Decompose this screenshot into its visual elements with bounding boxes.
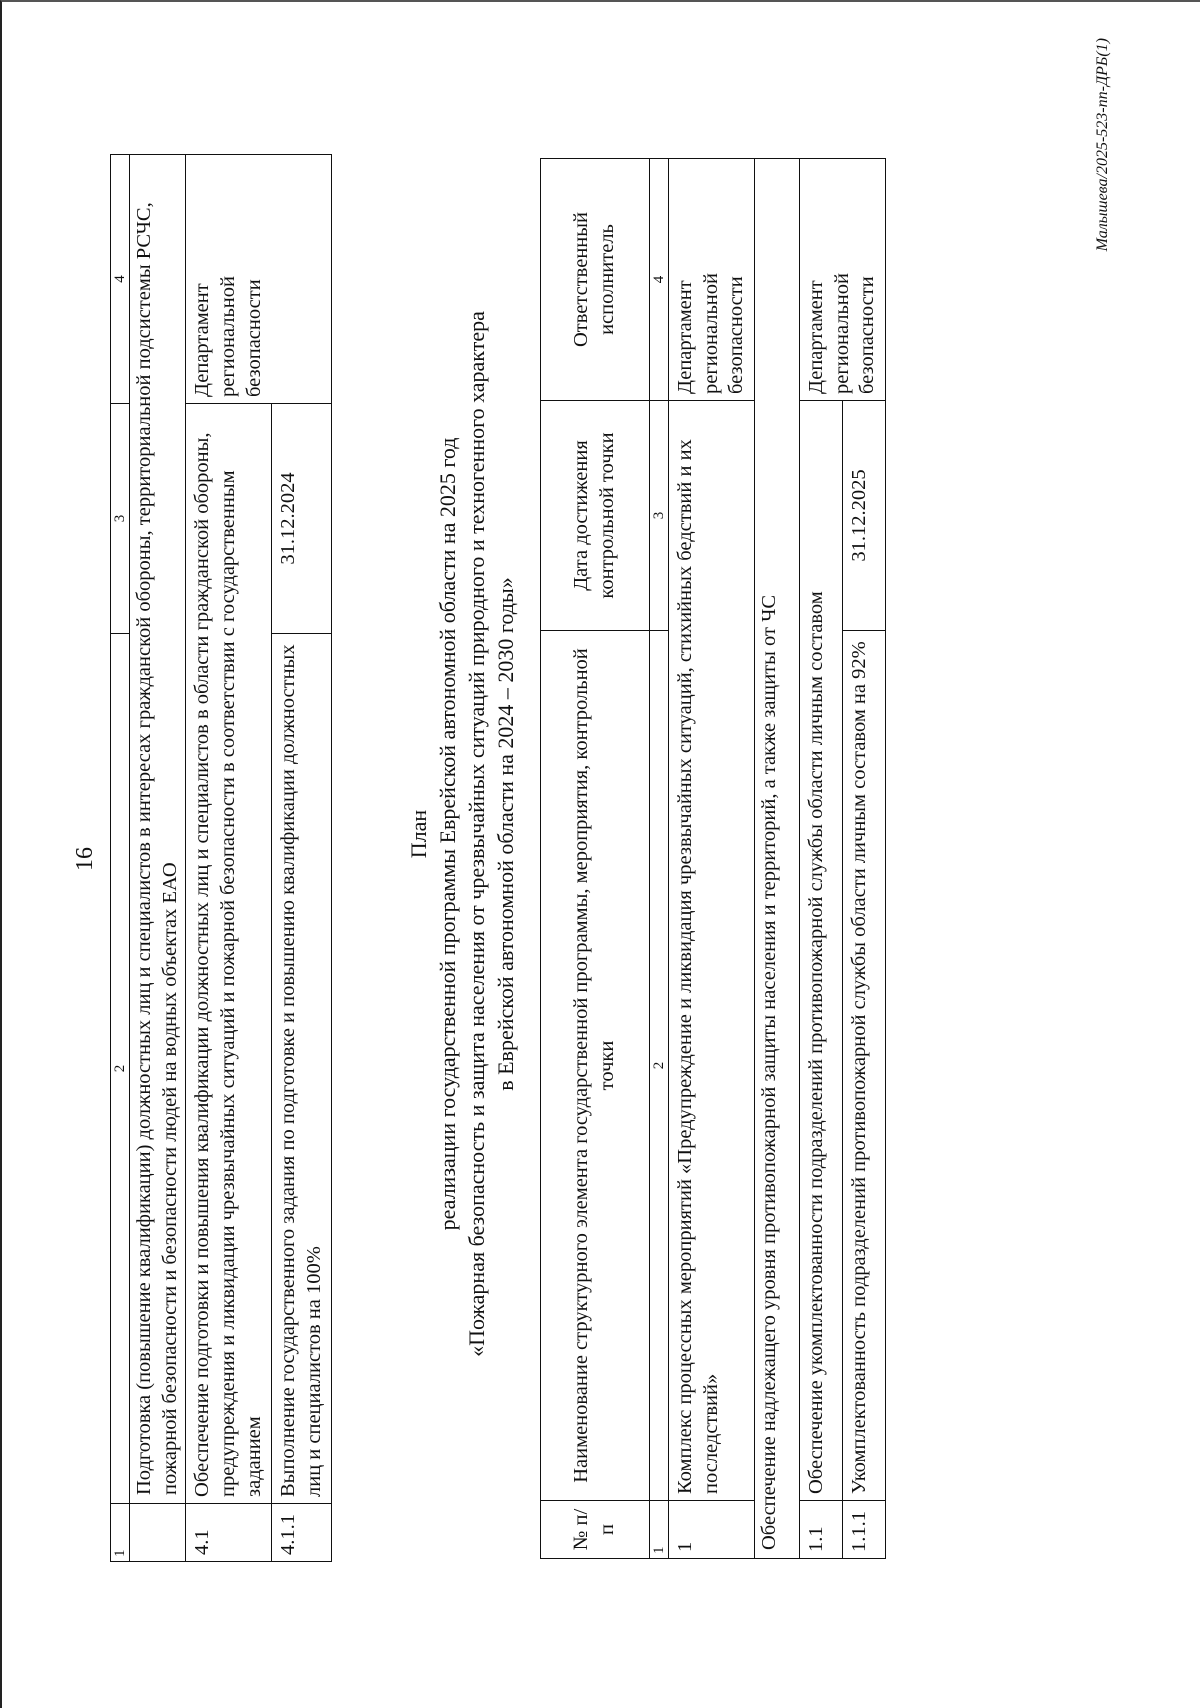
col-number-3: 3	[111, 404, 130, 634]
empty-cell	[130, 1504, 186, 1562]
table-row	[754, 159, 799, 1559]
col-number-4: 4	[650, 159, 669, 401]
section-title-cell: Подготовка (повышение квалификации) должностных лиц и специалистов в интересах гражданской обороны, территориальной подсистемы РСЧС, пожарной безопасности и безопасности людей на водных объектах ЕАО	[130, 155, 186, 1504]
plan-title: План	[406, 809, 431, 859]
row-date: 31.12.2024	[272, 404, 332, 634]
plan-header	[404, 134, 520, 1534]
continued-table	[110, 154, 332, 1562]
row-date: 31.12.2025	[842, 401, 885, 631]
header-number: № п/п	[541, 1501, 650, 1559]
table-row	[799, 159, 842, 1559]
document-code: Малышева/2025-523-пп-ДРБ(1)	[1094, 38, 1111, 252]
header-executor: Ответственный исполнитель	[541, 159, 650, 401]
row-name: Обеспечение укомплектованности подразделений противопожарной службы области личным составом	[799, 401, 842, 1501]
col-number-2: 2	[650, 631, 669, 1501]
row-number: 1	[669, 1501, 755, 1559]
row-name: Комплекс процессных мероприятий «Предупреждение и ликвидация чрезвычайных ситуаций, стихийных бедствий и их последствий»	[669, 401, 755, 1501]
plan-subtitle-line-2: «Пожарная безопасность и защита населения от чрезвычайных ситуаций природного и техногенного характера	[464, 311, 490, 1357]
row-number: 1.1	[799, 1501, 842, 1559]
header-row	[541, 159, 650, 1559]
header-name: Наименование структурного элемента государственной программы, мероприятия, контрольной точки	[541, 631, 650, 1501]
row-name: Обеспечение подготовки и повышения квалификации должностных лиц и специалистов в области гражданской обороны, предупреждения и ликвидации чрезвычайных ситуаций и пожарной безопасности в соответствии с государственным заданием	[186, 404, 272, 1504]
column-number-row	[650, 159, 669, 1559]
row-number: 4.1	[186, 1504, 272, 1562]
row-number: 4.1.1	[272, 1504, 332, 1562]
plan-subtitle-line-3: в Еврейской автономной области на 2024 – 2030 годы»	[493, 577, 519, 1091]
plan-table	[540, 158, 886, 1559]
col-number-3: 3	[650, 401, 669, 631]
col-number-1: 1	[650, 1501, 669, 1559]
rotated-page-content	[12, 6, 1132, 1708]
page-number: 16	[72, 847, 98, 871]
section-title-cell: Обеспечение надлежащего уровня противопожарной защиты населения и территорий, а также защиты от ЧС	[754, 159, 799, 1559]
row-executor: Департамент региональной безопасности	[186, 155, 332, 404]
table-row	[186, 155, 272, 1562]
row-executor: Департамент региональной безопасности	[669, 159, 755, 401]
table-row	[669, 159, 755, 1559]
row-executor: Департамент региональной безопасности	[799, 159, 885, 401]
row-name: Выполнение государственного задания по подготовке и повышению квалификации должностных лиц и специалистов на 100%	[272, 634, 332, 1504]
col-number-4: 4	[111, 155, 130, 404]
row-number: 1.1.1	[842, 1501, 885, 1559]
header-date: Дата достижения контрольной точки	[541, 401, 650, 631]
column-number-row	[111, 155, 130, 1562]
plan-subtitle-line-1: реализации государственной программы Еврейской автономной области на 2025 год	[435, 437, 461, 1231]
col-number-2: 2	[111, 634, 130, 1504]
row-name: Укомплектованность подразделений противопожарной службы области личным составом на 92%	[842, 631, 885, 1501]
table-row	[130, 155, 186, 1562]
col-number-1: 1	[111, 1504, 130, 1562]
